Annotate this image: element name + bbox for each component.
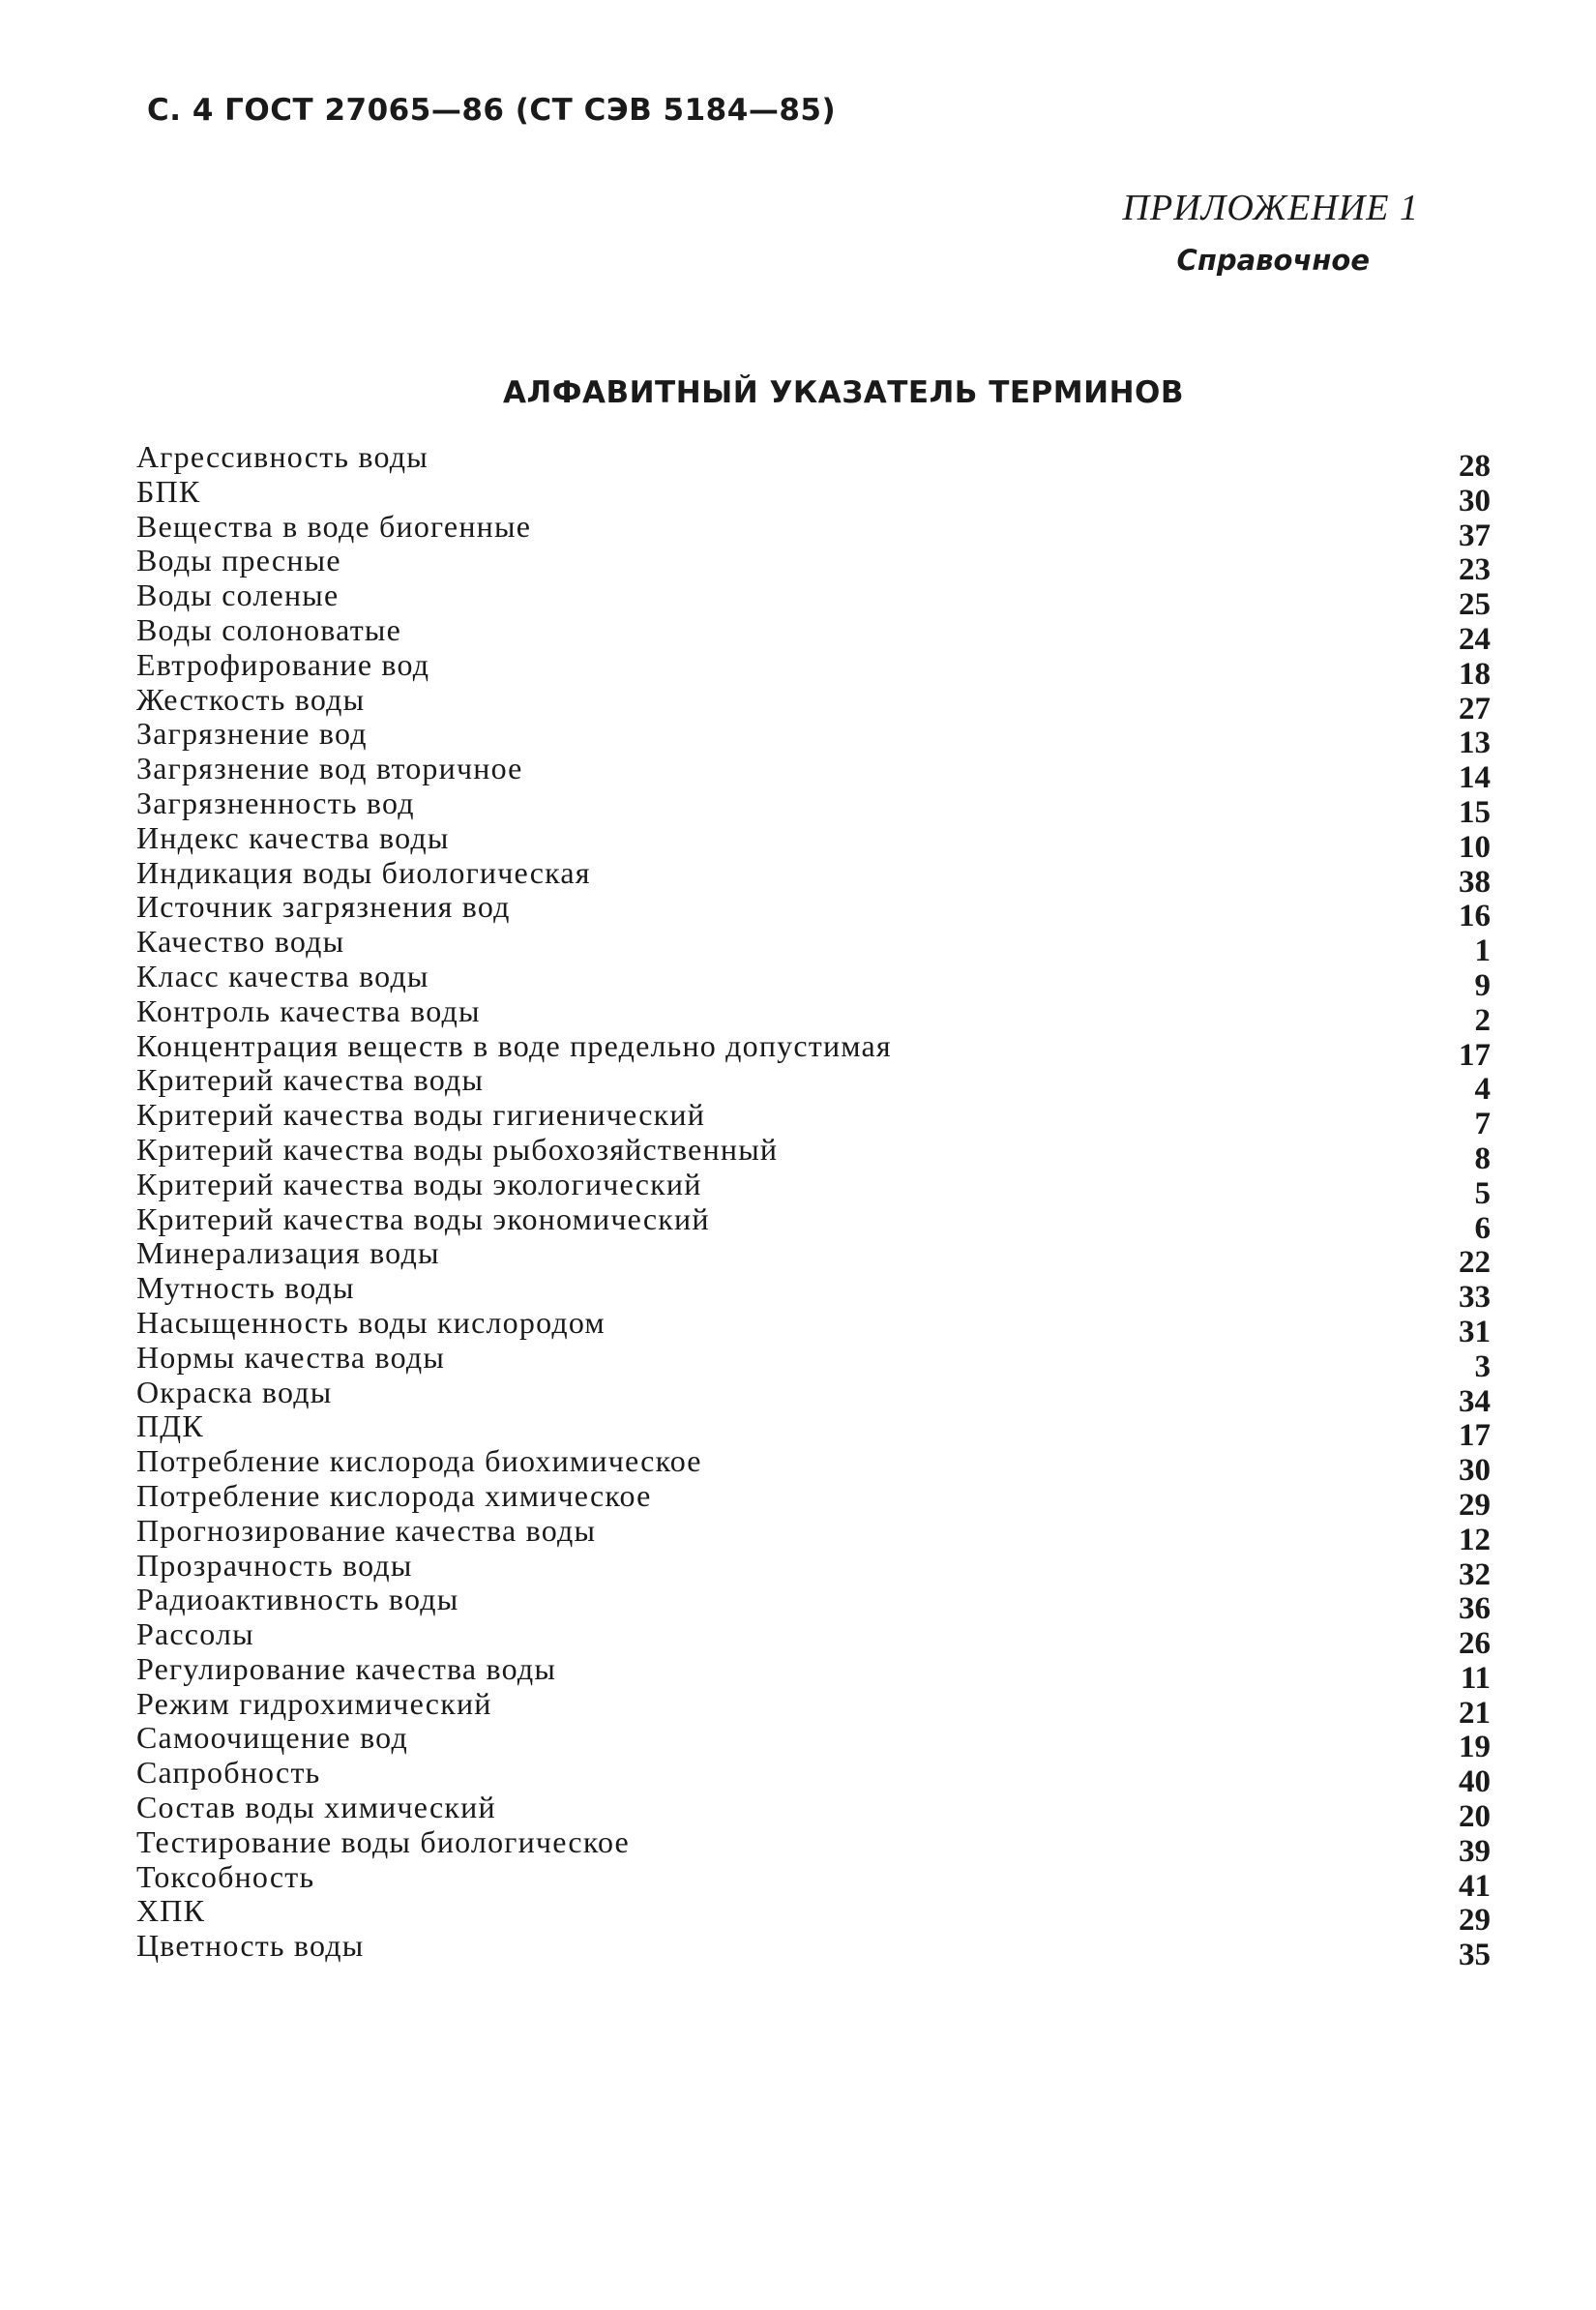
index-term-number: 25 (1459, 587, 1491, 623)
index-entry (136, 1512, 1491, 1557)
index-term: Качество воды (136, 924, 345, 960)
index-term: Загрязненность вод (136, 785, 415, 820)
index-term-number: 10 (1459, 829, 1491, 865)
index-term-number: 27 (1459, 691, 1491, 726)
index-term-number: 16 (1459, 899, 1491, 934)
index-entry (136, 1616, 1491, 1662)
index-term: Концентрация веществ в воде предельно допустимая (136, 1027, 892, 1063)
index-term-number: 34 (1459, 1383, 1491, 1419)
index-term: Критерий качества воды гигиенический (136, 1097, 706, 1133)
index-term: Регулирование качества воды (136, 1650, 557, 1686)
index-term-number: 24 (1459, 621, 1491, 657)
index-term-number: 29 (1459, 1903, 1491, 1939)
index-entry (136, 473, 1491, 518)
index-entry (136, 1304, 1491, 1349)
index-term-number: 33 (1459, 1280, 1491, 1316)
index-entry (136, 1582, 1491, 1627)
index-entry (136, 1858, 1491, 1904)
index-term-number: 39 (1459, 1833, 1491, 1869)
index-term: Вещества в воде биогенные (136, 508, 532, 544)
index-term-number: 29 (1459, 1487, 1491, 1523)
index-entry (136, 611, 1491, 657)
index-term-number: 35 (1459, 1938, 1491, 1973)
index-entry (136, 1097, 1491, 1142)
index-entry (136, 854, 1491, 900)
index-list (136, 439, 1491, 1973)
index-entry (136, 1685, 1491, 1731)
index-term-number: 4 (1474, 1072, 1491, 1108)
index-term: ХПК (136, 1893, 206, 1929)
index-term: Загрязнение вод вторичное (136, 751, 523, 786)
index-term-number: 14 (1459, 760, 1491, 796)
index-term-number: 38 (1459, 864, 1491, 900)
index-entry (136, 1893, 1491, 1939)
index-term: Потребление кислорода биохимическое (136, 1443, 702, 1479)
index-entry (136, 751, 1491, 796)
index-entry (136, 646, 1491, 692)
index-term: Класс качества воды (136, 958, 429, 993)
index-term: Сапробность (136, 1755, 321, 1791)
index-term: Радиоактивность воды (136, 1582, 459, 1617)
index-title: АЛФАВИТНЫЙ УКАЗАТЕЛЬ ТЕРМИНОВ (503, 375, 1184, 410)
index-entry (136, 1339, 1491, 1384)
index-term: Загрязнение вод (136, 716, 368, 752)
index-term-number: 30 (1459, 483, 1491, 518)
index-term: Индикация воды биологическая (136, 854, 591, 890)
index-entry (136, 1790, 1491, 1835)
index-term: Прозрачность воды (136, 1547, 413, 1583)
index-term: Критерий качества воды (136, 1062, 485, 1098)
index-term: БПК (136, 473, 201, 509)
index-term: Окраска воды (136, 1374, 333, 1409)
index-entry (136, 1062, 1491, 1108)
index-entry (136, 1443, 1491, 1489)
index-term: Источник загрязнения вод (136, 889, 511, 925)
index-term: Индекс качества воды (136, 819, 450, 855)
index-term: Самоочищение вод (136, 1720, 408, 1756)
index-entry (136, 543, 1491, 588)
index-term-number: 1 (1474, 933, 1491, 969)
index-entry (136, 958, 1491, 1003)
appendix-title: ПРИЛОЖЕНИЕ 1 (1122, 188, 1419, 228)
index-entry (136, 508, 1491, 553)
index-entry (136, 1650, 1491, 1696)
index-term: Воды пресные (136, 543, 341, 578)
index-term: Агрессивность воды (136, 439, 429, 474)
index-entry (136, 1547, 1491, 1592)
index-term: Контроль качества воды (136, 992, 481, 1028)
index-entry (136, 1755, 1491, 1800)
index-term-number: 28 (1459, 449, 1491, 484)
index-entry (136, 924, 1491, 969)
index-term-number: 22 (1459, 1245, 1491, 1281)
index-term-number: 18 (1459, 656, 1491, 692)
index-entry (136, 1235, 1491, 1281)
index-term: Тестирование воды биологическое (136, 1823, 630, 1859)
index-entry (136, 1374, 1491, 1419)
index-term-number: 17 (1459, 1037, 1491, 1073)
index-entry (136, 578, 1491, 623)
index-term: Критерий качества воды экологический (136, 1166, 702, 1201)
index-entry (136, 992, 1491, 1038)
index-term-number: 41 (1459, 1868, 1491, 1904)
index-term-number: 3 (1474, 1348, 1491, 1384)
index-term-number: 17 (1459, 1418, 1491, 1454)
index-entry (136, 681, 1491, 726)
index-entry (136, 1270, 1491, 1316)
index-term: Токсобность (136, 1858, 315, 1894)
index-term: Критерий качества воды рыбохозяйственный (136, 1131, 779, 1167)
index-entry (136, 889, 1491, 934)
index-entry (136, 1408, 1491, 1454)
index-entry (136, 439, 1491, 484)
index-entry (136, 1477, 1491, 1523)
index-entry (136, 1166, 1491, 1211)
index-term-number: 7 (1474, 1107, 1491, 1142)
page-header: С. 4 ГОСТ 27065—86 (СТ СЭВ 5184—85) (147, 93, 837, 128)
index-term: ПДК (136, 1408, 204, 1444)
index-term: Состав воды химический (136, 1790, 496, 1825)
index-term-number: 30 (1459, 1453, 1491, 1489)
index-term-number: 2 (1474, 1002, 1491, 1038)
index-term-number: 12 (1459, 1522, 1491, 1557)
index-entry (136, 1027, 1491, 1073)
index-entry (136, 819, 1491, 865)
index-term-number: 37 (1459, 518, 1491, 553)
index-entry (136, 1131, 1491, 1176)
index-term: Минерализация воды (136, 1235, 440, 1271)
index-term: Воды солоноватые (136, 611, 402, 647)
index-term: Рассолы (136, 1616, 254, 1652)
index-term-number: 5 (1474, 1175, 1491, 1211)
index-term-number: 13 (1459, 726, 1491, 761)
index-term-number: 31 (1459, 1314, 1491, 1349)
index-entry (136, 716, 1491, 761)
index-term-number: 15 (1459, 794, 1491, 830)
index-term-number: 36 (1459, 1591, 1491, 1627)
index-term-number: 20 (1459, 1799, 1491, 1835)
index-term-number: 6 (1474, 1210, 1491, 1246)
appendix-subtitle: Справочное (1176, 244, 1370, 277)
index-term: Режим гидрохимический (136, 1685, 492, 1721)
index-term-number: 19 (1459, 1730, 1491, 1765)
index-term-number: 32 (1459, 1556, 1491, 1592)
index-term-number: 9 (1474, 967, 1491, 1003)
index-entry (136, 1823, 1491, 1869)
index-term: Критерий качества воды экономический (136, 1200, 710, 1236)
index-term: Евтрофирование вод (136, 646, 430, 682)
index-term-number: 21 (1459, 1695, 1491, 1731)
index-term: Потребление кислорода химическое (136, 1477, 652, 1513)
index-term: Прогнозирование качества воды (136, 1512, 597, 1548)
index-entry (136, 785, 1491, 830)
index-entry (136, 1720, 1491, 1765)
index-term: Воды соленые (136, 578, 340, 613)
index-term-number: 40 (1459, 1764, 1491, 1800)
index-term: Нормы качества воды (136, 1339, 446, 1375)
index-term-number: 23 (1459, 552, 1491, 588)
index-term-number: 26 (1459, 1626, 1491, 1662)
index-entry (136, 1928, 1491, 1973)
index-term: Мутность воды (136, 1270, 355, 1306)
index-term: Насыщенность воды кислородом (136, 1304, 606, 1340)
index-term: Цветность воды (136, 1928, 365, 1964)
index-term-number: 11 (1460, 1660, 1491, 1696)
index-entry (136, 1200, 1491, 1246)
index-term: Жесткость воды (136, 681, 366, 717)
index-term-number: 8 (1474, 1140, 1491, 1176)
